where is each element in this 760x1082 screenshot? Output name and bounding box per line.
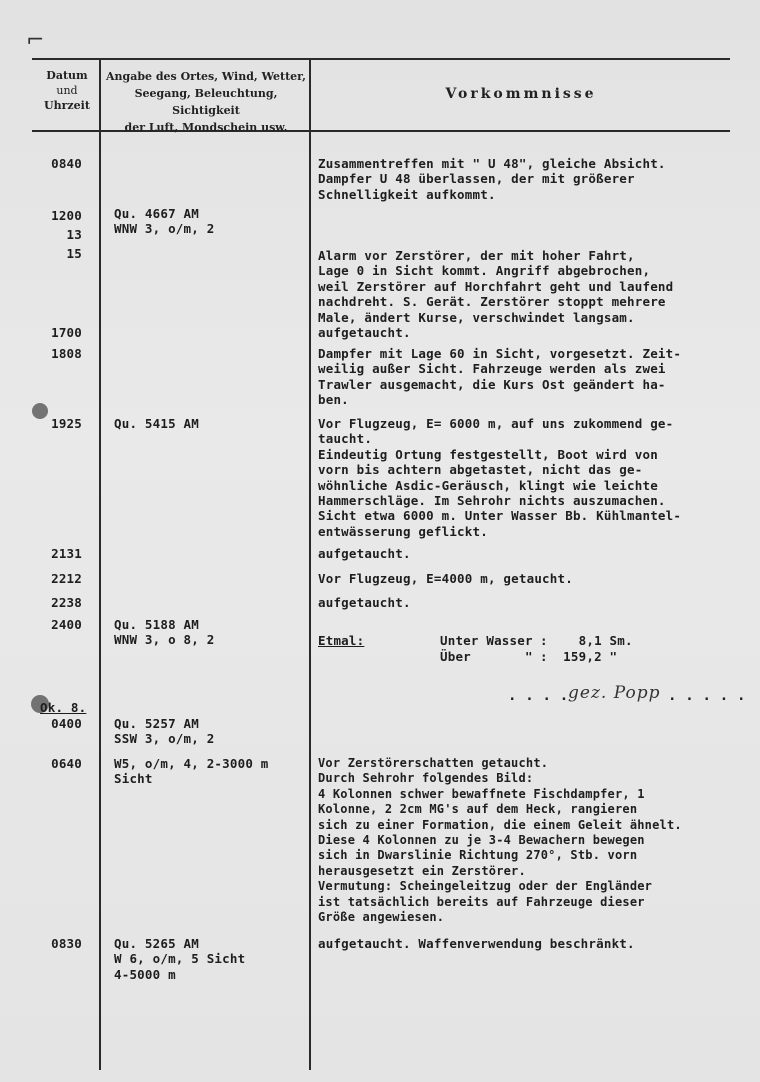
row-time: 1700 (51, 325, 82, 340)
row-events: Vor Flugzeug, E=4000 m, getaucht. (318, 571, 573, 586)
row-events: Dampfer mit Lage 60 in Sicht, vorgesetzt. Zeit- weilig außer Sicht. Fahrzeuge werden als zwei Trawler ausgemacht, die Kurs Ost geändert ha- ben. (318, 346, 682, 408)
row-time: 1925 (51, 416, 82, 431)
header-events: Vorkommnisse (445, 86, 597, 102)
date-marker: Ok. 8. (40, 700, 87, 715)
header-location (103, 68, 309, 136)
row-time: 2131 (51, 546, 82, 561)
signature-dots-right: . . . . . (668, 688, 746, 704)
etmal-label: Etmal: (318, 633, 365, 648)
corner-mark-icon: ⌐ (26, 28, 45, 53)
row-time: 2212 (51, 571, 82, 586)
etmal-underwater-value: : 8,1 Sm. (540, 633, 633, 648)
row-events: aufgetaucht. (318, 595, 411, 610)
signature-dots: . . . . (508, 688, 578, 704)
row-time: 2238 (51, 595, 82, 610)
row-location: Qu. 5188 AM WNW 3, o 8, 2 (114, 617, 215, 648)
row-location: Qu. 5265 AM W 6, o/m, 5 Sicht 4-5000 m (114, 936, 246, 982)
col-divider-1 (99, 60, 101, 1070)
header-time-line: und (56, 84, 78, 97)
header-location-line: Angabe des Ortes, Wind, Wetter, (105, 70, 307, 83)
etmal-surface-label: Über " (440, 649, 533, 664)
row-location: Qu. 5415 AM (114, 416, 199, 431)
row-events: Zusammentreffen mit " U 48", gleiche Absicht. Dampfer U 48 überlassen, der mit größerer Schnelligkeit aufkommt. (318, 156, 666, 202)
row-time: 0400 (51, 716, 82, 731)
row-time: 0640 (51, 756, 82, 771)
row-time: 2400 (51, 617, 82, 632)
row-events: aufgetaucht. (318, 325, 411, 340)
row-time: 1808 (51, 346, 82, 361)
row-events: aufgetaucht. (318, 546, 411, 561)
row-events: Alarm vor Zerstörer, der mit hoher Fahrt, Lage 0 in Sicht kommt. Angriff abgebrochen, weil Zerstörer auf Horchfahrt geht und laufend nachdreht. S. Gerät. Zerstörer stoppt mehrere Male, ändert Kurse, verschwindet langsam. (318, 248, 674, 325)
col-divider-2 (309, 60, 311, 1070)
row-time: 0830 (51, 936, 82, 951)
top-rule (32, 58, 730, 60)
row-events: Vor Zerstörerschatten getaucht. Durch Sehrohr folgendes Bild: 4 Kolonnen schwer bewaffnete Fischdampfer, 1 Kolonne, 2 2cm MG's auf dem Heck, rangieren sich zu einer Formation, die einem Geleit ähnelt. Diese 4 Kolonnen zu je 3-4 Bewachern bewegen sich in Dwarslinie Richtung 270°, Stb. vorn herausgesetzt ein Zerstörer. Vermutung: Scheingeleitzug oder der Engländer ist tatsächlich bereits auf Fahrzeuge dieser Größe angewiesen. (318, 756, 682, 925)
row-events: aufgetaucht. Waffenverwendung beschränkt. (318, 936, 635, 951)
row-location: Qu. 4667 AM WNW 3, o/m, 2 (114, 206, 215, 237)
header-time (36, 68, 98, 113)
etmal-underwater-label: Unter Wasser (440, 633, 533, 648)
header-location-line: der Luft, Mondschein usw. (124, 121, 288, 134)
header-time-line: Uhrzeit (44, 99, 90, 112)
row-time: 0840 (51, 156, 82, 171)
row-time: 1200 13 15 (51, 208, 82, 261)
row-events: Vor Flugzeug, E= 6000 m, auf uns zukommend ge- taucht. Eindeutig Ortung festgestellt, Boot wird von vorn bis achtern abgetastet, nicht das ge- wöhnliche Asdic-Geräusch, klingt wie leichte Hammerschläge. Im Sehrohr nichts auszumachen. Sicht etwa 6000 m. Unter Wasser Bb. Kühlmantel- entwässerung geflickt. (318, 416, 682, 539)
row-location: Qu. 5257 AM SSW 3, o/m, 2 (114, 716, 215, 747)
signature: gez. Popp (568, 683, 661, 703)
row-location: W5, o/m, 4, 2-3000 m Sicht (114, 756, 269, 787)
etmal-surface-value: : 159,2 " (540, 649, 618, 664)
header-time-line: Datum (46, 69, 88, 82)
header-location-line: Seegang, Beleuchtung, Sichtigkeit (134, 87, 278, 117)
